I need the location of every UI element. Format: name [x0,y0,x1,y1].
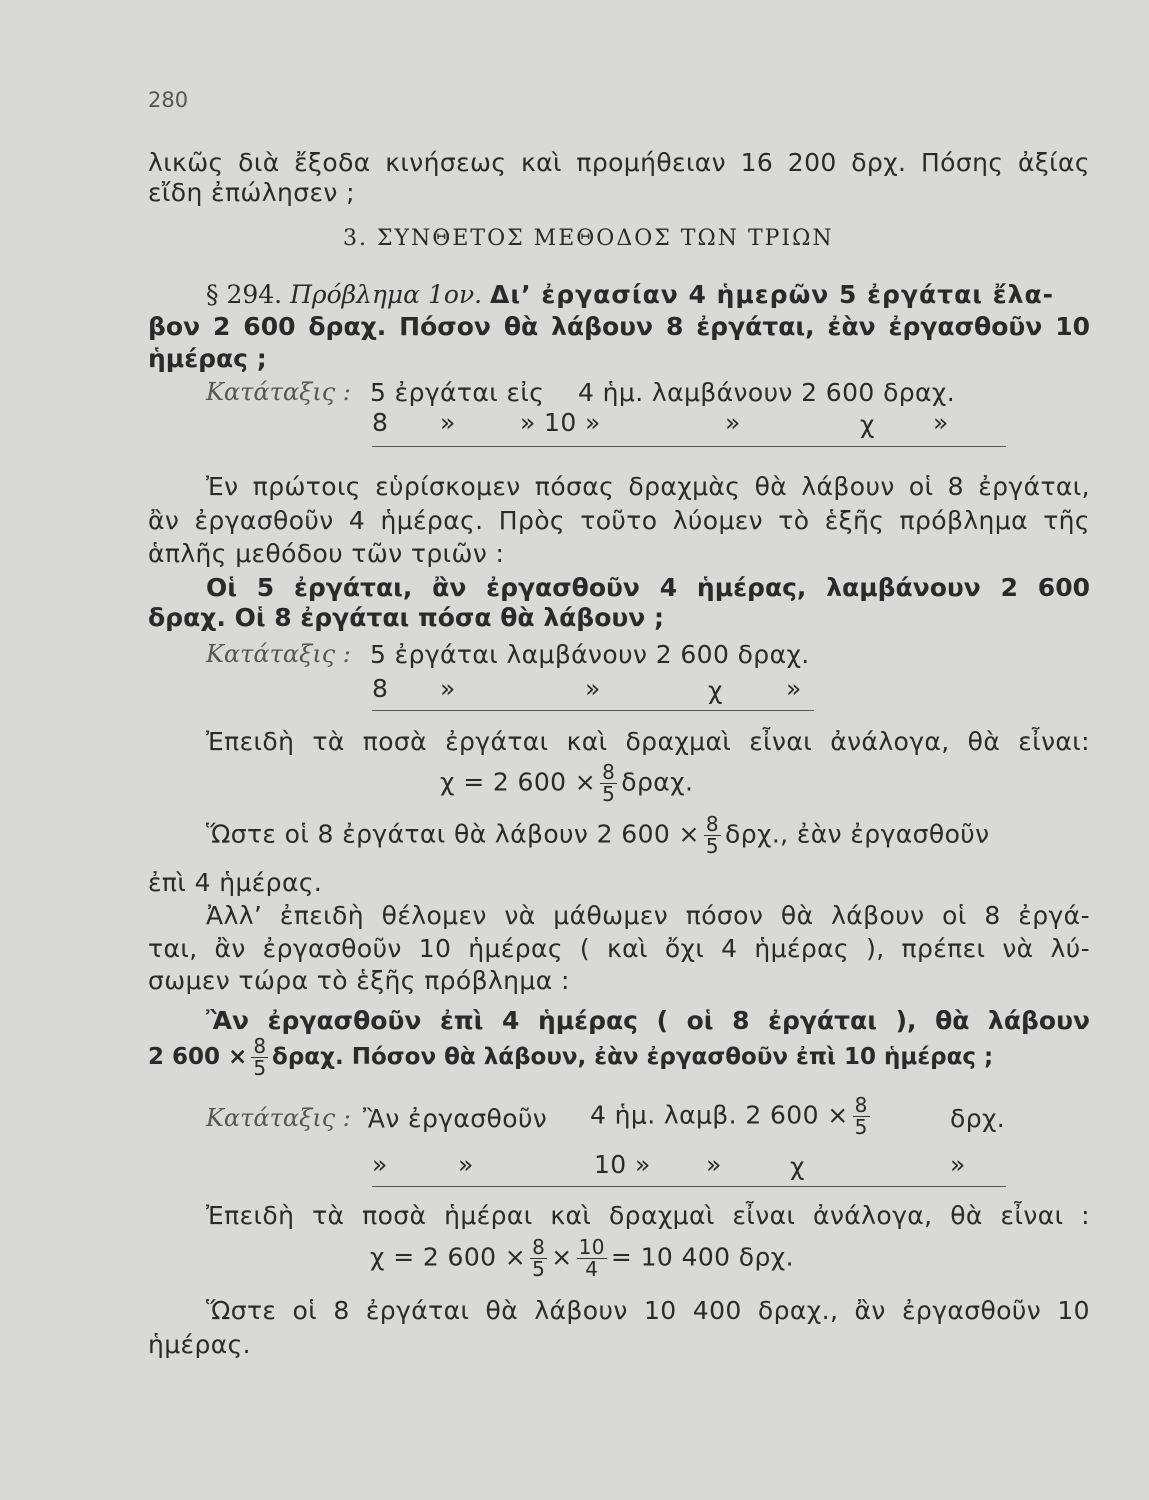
arrangement3-denominator: 5 [854,1115,868,1139]
bold2-fraction [251,1036,268,1079]
arrangement3-row2-e: χ [790,1152,805,1181]
para3-denominator: 5 [705,834,720,858]
arrangement-label-1: Κατάταξις : [206,378,351,406]
para3-line-1 [206,814,990,857]
arrangement1-row2-f: » [933,408,949,437]
section-heading: 3. ΣΥΝΘΕΤΟΣ ΜΕΘΟΔΟΣ ΤΩΝ ΤΡΙΩΝ [343,226,834,251]
arrangement1-row2-e: χ [860,410,875,439]
arrangement1-row1-a: 5 ἐργάται εἰς [370,378,545,407]
formula2-numerator-2: 10 [578,1235,605,1259]
problem-line-2: βον 2 600 δραχ. Πόσον θὰ λάβουν 8 ἐργάται, ἐὰν ἐργασθοῦν 10 [148,312,1090,341]
arrangement3-rule [372,1186,1006,1187]
formula-1 [440,762,693,805]
intro-line-2: εἴδη ἐπώλησεν ; [148,178,355,207]
arrangement1-rule [372,446,1006,447]
formula2-denominator-1: 5 [532,1257,546,1281]
formula2-fraction-1 [530,1237,547,1280]
problem-line-3: ἡμέρας ; [148,344,267,373]
arrangement3-row2-c: 10 » [594,1150,651,1179]
problem-text-1: Δι’ ἐργασίαν 4 ἡμερῶν 5 ἐργάται ἔλα- [490,280,1055,309]
arrangement3-row1-b [590,1095,874,1138]
arrangement1-row2-d: » [725,408,741,437]
para6-line-1: Ὥστε οἱ 8 ἐργάται θὰ λάβουν 10 400 δραχ., ἂν ἐργασθοῦν 10 [206,1296,1090,1325]
arrangement3-row1-a: Ἂν ἐργασθοῦν [363,1104,548,1133]
para4-line-2: ται, ἂν ἐργασθοῦν 10 ἡμέρας ( καὶ ὄχι 4 ἡμέρας ), πρέπει νὰ λύ- [148,934,1090,963]
para3-fraction [704,814,721,857]
para1-line-2: ἂν ἐργασθοῦν 4 ἡμέρας. Πρὸς τοῦτο λύομεν τὸ ἑξῆς πρόβλημα τῆς [148,506,1090,535]
arrangement2-row2-d: χ [708,676,723,705]
arrangement-label-3: Κατάταξις : [206,1104,351,1132]
para1-line-3: ἁπλῆς μεθόδου τῶν τριῶν : [148,539,505,568]
problem-title: Πρόβλημα 1ον. [290,280,483,309]
bold2-numerator: 8 [253,1034,267,1058]
formula1-lhs: χ = 2 600 × [440,767,597,797]
para2-line: Ἐπειδὴ τὰ ποσὰ ἐργάται καὶ δραχμαὶ εἶναι ἀνάλογα, θὰ εἶναι: [206,727,1090,756]
bold1-line-2: δραχ. Οἱ 8 ἐργάται πόσα θὰ λάβουν ; [148,603,664,632]
formula2-lhs: χ = 2 600 × [370,1242,527,1272]
arrangement3-row2-f: » [950,1150,966,1179]
arrangement1-row2-c: » 10 » [520,408,601,437]
bold2-line-2 [148,1036,993,1079]
arrangement1-row2-b: » [440,408,456,437]
arrangement3-row1-c: δρχ. [950,1104,1006,1133]
arrangement2-row2-c: » [585,674,601,703]
para1-line-1: Ἐν πρώτοις εὑρίσκομεν πόσας δραχμὰς θὰ λάβουν οἱ 8 ἐργάται, [206,472,1090,501]
formula-2 [370,1237,794,1280]
formula1-fraction [600,762,617,805]
para3-pre: Ὥστε οἱ 8 ἐργάται θὰ λάβουν 2 600 × [206,819,700,849]
para4-line-1: Ἀλλ’ ἐπειδὴ θέλομεν νὰ μάθωμεν πόσον θὰ λάβουν οἱ 8 ἐργά- [206,901,1090,930]
arrangement1-row2-a: 8 [372,408,389,437]
para6-line-2: ἡμέρας. [148,1330,252,1359]
intro-line-1: λικῶς διὰ ἔξοδα κινήσεως καὶ προμήθειαν 16 200 δρχ. Πόσης ἀξίας [148,148,1090,177]
arrangement3-row2-d: » [706,1150,722,1179]
para4-line-3: σωμεν τώρα τὸ ἑξῆς πρόβλημα : [148,966,570,995]
arrangement3-numerator: 8 [854,1093,868,1117]
paragraph-number: § 294. [206,280,283,309]
arrangement3-row2-b: » [458,1150,474,1179]
bold2-denominator: 5 [253,1056,267,1080]
bold2-post: δραχ. Πόσον θὰ λάβουν, ἐὰν ἐργασθοῦν ἐπὶ 10 ἡμέρας ; [272,1044,994,1070]
para3-numerator: 8 [705,812,720,836]
page-number: 280 [148,88,189,112]
formula2-denominator-2: 4 [585,1257,599,1281]
arrangement2-row1: 5 ἐργάται λαμβάνουν 2 600 δραχ. [370,640,810,669]
para3-line-2: ἐπὶ 4 ἡμέρας. [148,868,323,897]
para5-line: Ἐπειδὴ τὰ ποσὰ ἡμέραι καὶ δραχμαὶ εἶναι ἀνάλογα, θὰ εἶναι : [206,1201,1090,1230]
bold1-line-1: Οἱ 5 ἐργάται, ἂν ἐργασθοῦν 4 ἡμέρας, λαμβάνουν 2 600 [206,573,1090,602]
formula2-times: × [551,1242,573,1272]
arrangement2-row2-e: » [786,674,802,703]
formula2-rhs: = 10 400 δρχ. [610,1242,794,1272]
para3-post: δρχ., ἐὰν ἐργασθοῦν [725,819,990,849]
arrangement1-row1-b: 4 ἡμ. λαμβάνουν 2 600 δραχ. [578,378,956,407]
arrangement3-fraction [853,1095,870,1138]
arrangement2-row2-b: » [440,674,456,703]
arrangement2-rule [372,710,814,711]
formula1-unit: δραχ. [621,767,694,797]
arrangement3-row1-text: 4 ἡμ. λαμβ. 2 600 × [590,1100,849,1130]
arrangement2-row2-a: 8 [372,674,389,703]
arrangement-label-2: Κατάταξις : [206,640,351,668]
formula1-denominator: 5 [602,782,616,806]
formula2-numerator-1: 8 [532,1235,546,1259]
bold2-line-1: Ἂν ἐργασθοῦν ἐπὶ 4 ἡμέρας ( οἱ 8 ἐργάται ), θὰ λάβουν [206,1006,1090,1035]
arrangement3-row2-a: » [372,1150,388,1179]
problem-line-1 [206,280,1090,309]
formula2-fraction-2 [577,1237,607,1280]
formula1-numerator: 8 [602,760,616,784]
bold2-pre: 2 600 × [148,1044,248,1070]
